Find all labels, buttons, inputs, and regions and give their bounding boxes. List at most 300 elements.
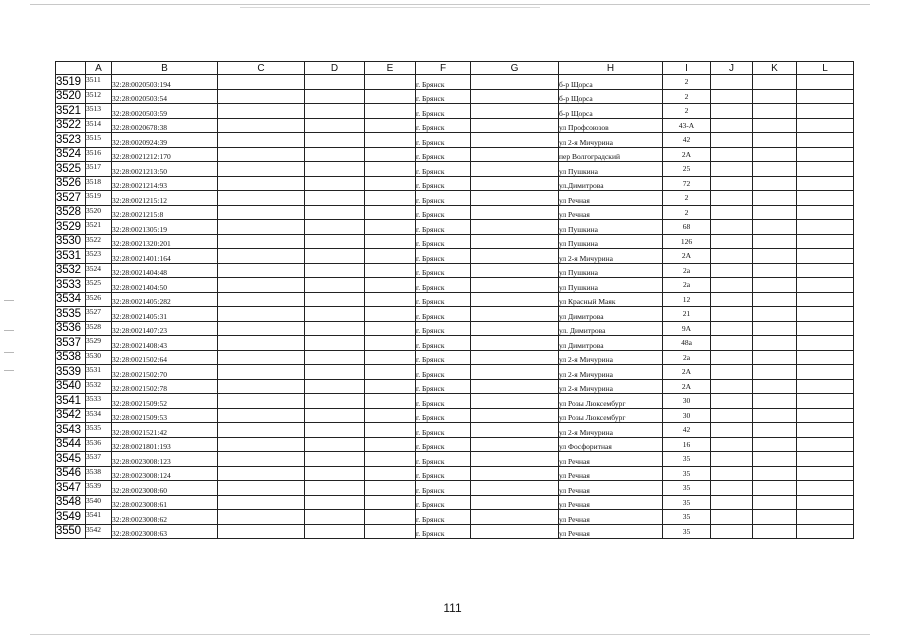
house-number-cell[interactable]: 2 bbox=[663, 205, 711, 220]
cell-c[interactable] bbox=[218, 408, 305, 423]
cell-d[interactable] bbox=[305, 220, 365, 235]
cell-d[interactable] bbox=[305, 321, 365, 336]
cell-g[interactable] bbox=[471, 263, 559, 278]
cell-l[interactable] bbox=[797, 394, 854, 409]
house-number-cell[interactable]: 43-А bbox=[663, 118, 711, 133]
city-cell[interactable]: г. Брянск bbox=[416, 249, 471, 264]
cell-e[interactable] bbox=[365, 510, 416, 525]
street-cell[interactable]: ул Красный Маяк bbox=[559, 292, 663, 307]
row-number[interactable]: 3550 bbox=[56, 524, 86, 539]
cadastral-number-cell[interactable]: 32:28:0021404:50 bbox=[112, 278, 218, 293]
cell-a[interactable]: 3527 bbox=[86, 307, 112, 322]
cell-d[interactable] bbox=[305, 437, 365, 452]
house-number-cell[interactable]: 68 bbox=[663, 220, 711, 235]
street-cell[interactable]: ул Профсоюзов bbox=[559, 118, 663, 133]
cadastral-number-cell[interactable]: 32:28:0021401:164 bbox=[112, 249, 218, 264]
cell-c[interactable] bbox=[218, 205, 305, 220]
cadastral-number-cell[interactable]: 32:28:0021502:78 bbox=[112, 379, 218, 394]
row-number[interactable]: 3520 bbox=[56, 89, 86, 104]
cell-g[interactable] bbox=[471, 205, 559, 220]
city-cell[interactable]: г. Брянск bbox=[416, 307, 471, 322]
house-number-cell[interactable]: 48а bbox=[663, 336, 711, 351]
cell-k[interactable] bbox=[753, 133, 797, 148]
cell-l[interactable] bbox=[797, 191, 854, 206]
cadastral-number-cell[interactable]: 32:28:0021509:52 bbox=[112, 394, 218, 409]
row-number[interactable]: 3538 bbox=[56, 350, 86, 365]
row-number[interactable]: 3548 bbox=[56, 495, 86, 510]
cell-c[interactable] bbox=[218, 524, 305, 539]
cell-e[interactable] bbox=[365, 350, 416, 365]
cell-l[interactable] bbox=[797, 307, 854, 322]
cadastral-number-cell[interactable]: 32:28:0020503:194 bbox=[112, 75, 218, 90]
street-cell[interactable]: ул Речная bbox=[559, 452, 663, 467]
street-cell[interactable]: ул Димитрова bbox=[559, 307, 663, 322]
cell-a[interactable]: 3522 bbox=[86, 234, 112, 249]
cell-d[interactable] bbox=[305, 292, 365, 307]
cell-e[interactable] bbox=[365, 118, 416, 133]
cell-e[interactable] bbox=[365, 379, 416, 394]
column-header[interactable]: D bbox=[305, 62, 365, 75]
cell-g[interactable] bbox=[471, 336, 559, 351]
cell-e[interactable] bbox=[365, 162, 416, 177]
row-number[interactable]: 3537 bbox=[56, 336, 86, 351]
house-number-cell[interactable]: 72 bbox=[663, 176, 711, 191]
row-number[interactable]: 3525 bbox=[56, 162, 86, 177]
cell-e[interactable] bbox=[365, 104, 416, 119]
column-header[interactable]: J bbox=[711, 62, 753, 75]
cell-l[interactable] bbox=[797, 278, 854, 293]
house-number-cell[interactable]: 2 bbox=[663, 104, 711, 119]
cadastral-number-cell[interactable]: 32:28:0021405:282 bbox=[112, 292, 218, 307]
street-cell[interactable]: ул. Димитрова bbox=[559, 321, 663, 336]
house-number-cell[interactable]: 35 bbox=[663, 466, 711, 481]
cell-d[interactable] bbox=[305, 249, 365, 264]
cell-a[interactable]: 3528 bbox=[86, 321, 112, 336]
cell-k[interactable] bbox=[753, 176, 797, 191]
cell-e[interactable] bbox=[365, 321, 416, 336]
street-cell[interactable]: б-р Щорса bbox=[559, 75, 663, 90]
city-cell[interactable]: г. Брянск bbox=[416, 452, 471, 467]
cell-c[interactable] bbox=[218, 191, 305, 206]
cell-j[interactable] bbox=[711, 133, 753, 148]
cadastral-number-cell[interactable]: 32:28:0023008:62 bbox=[112, 510, 218, 525]
city-cell[interactable]: г. Брянск bbox=[416, 75, 471, 90]
cell-d[interactable] bbox=[305, 336, 365, 351]
cadastral-number-cell[interactable]: 32:28:0021509:53 bbox=[112, 408, 218, 423]
cell-c[interactable] bbox=[218, 278, 305, 293]
cell-e[interactable] bbox=[365, 234, 416, 249]
row-number[interactable]: 3522 bbox=[56, 118, 86, 133]
cadastral-number-cell[interactable]: 32:28:0021502:70 bbox=[112, 365, 218, 380]
cell-g[interactable] bbox=[471, 278, 559, 293]
street-cell[interactable]: ул Речная bbox=[559, 495, 663, 510]
row-number[interactable]: 3533 bbox=[56, 278, 86, 293]
cell-d[interactable] bbox=[305, 495, 365, 510]
cell-a[interactable]: 3518 bbox=[86, 176, 112, 191]
cell-j[interactable] bbox=[711, 220, 753, 235]
cell-j[interactable] bbox=[711, 75, 753, 90]
column-header[interactable]: K bbox=[753, 62, 797, 75]
cell-a[interactable]: 3511 bbox=[86, 75, 112, 90]
cell-l[interactable] bbox=[797, 510, 854, 525]
city-cell[interactable]: г. Брянск bbox=[416, 220, 471, 235]
cell-a[interactable]: 3521 bbox=[86, 220, 112, 235]
cell-j[interactable] bbox=[711, 423, 753, 438]
house-number-cell[interactable]: 2А bbox=[663, 249, 711, 264]
row-number[interactable]: 3529 bbox=[56, 220, 86, 235]
city-cell[interactable]: г. Брянск bbox=[416, 466, 471, 481]
cell-g[interactable] bbox=[471, 350, 559, 365]
cell-j[interactable] bbox=[711, 350, 753, 365]
cell-k[interactable] bbox=[753, 452, 797, 467]
cell-e[interactable] bbox=[365, 408, 416, 423]
cell-d[interactable] bbox=[305, 234, 365, 249]
cell-k[interactable] bbox=[753, 263, 797, 278]
cell-e[interactable] bbox=[365, 394, 416, 409]
cell-c[interactable] bbox=[218, 437, 305, 452]
cell-k[interactable] bbox=[753, 336, 797, 351]
cell-a[interactable]: 3533 bbox=[86, 394, 112, 409]
cell-c[interactable] bbox=[218, 133, 305, 148]
cadastral-number-cell[interactable]: 32:28:0021521:42 bbox=[112, 423, 218, 438]
cell-a[interactable]: 3526 bbox=[86, 292, 112, 307]
street-cell[interactable]: ул 2-я Мичурина bbox=[559, 365, 663, 380]
cell-j[interactable] bbox=[711, 336, 753, 351]
row-number[interactable]: 3536 bbox=[56, 321, 86, 336]
house-number-cell[interactable]: 2а bbox=[663, 278, 711, 293]
cell-k[interactable] bbox=[753, 104, 797, 119]
row-number[interactable]: 3527 bbox=[56, 191, 86, 206]
column-header[interactable]: E bbox=[365, 62, 416, 75]
cell-l[interactable] bbox=[797, 104, 854, 119]
cadastral-number-cell[interactable]: 32:28:0021408:43 bbox=[112, 336, 218, 351]
street-cell[interactable]: ул Пушкина bbox=[559, 263, 663, 278]
cell-c[interactable] bbox=[218, 423, 305, 438]
cell-k[interactable] bbox=[753, 205, 797, 220]
cell-k[interactable] bbox=[753, 379, 797, 394]
cell-j[interactable] bbox=[711, 292, 753, 307]
street-cell[interactable]: ул Пушкина bbox=[559, 162, 663, 177]
cell-c[interactable] bbox=[218, 118, 305, 133]
city-cell[interactable]: г. Брянск bbox=[416, 263, 471, 278]
city-cell[interactable]: г. Брянск bbox=[416, 162, 471, 177]
cell-c[interactable] bbox=[218, 452, 305, 467]
cell-a[interactable]: 3523 bbox=[86, 249, 112, 264]
cell-d[interactable] bbox=[305, 408, 365, 423]
cadastral-number-cell[interactable]: 32:28:0021305:19 bbox=[112, 220, 218, 235]
cell-j[interactable] bbox=[711, 321, 753, 336]
cell-j[interactable] bbox=[711, 191, 753, 206]
cell-d[interactable] bbox=[305, 394, 365, 409]
cell-d[interactable] bbox=[305, 133, 365, 148]
city-cell[interactable]: г. Брянск bbox=[416, 234, 471, 249]
cell-j[interactable] bbox=[711, 205, 753, 220]
cell-a[interactable]: 3529 bbox=[86, 336, 112, 351]
cadastral-number-cell[interactable]: 32:28:0021214:93 bbox=[112, 176, 218, 191]
cell-d[interactable] bbox=[305, 176, 365, 191]
cell-l[interactable] bbox=[797, 481, 854, 496]
street-cell[interactable]: ул 2-я Мичурина bbox=[559, 423, 663, 438]
cell-e[interactable] bbox=[365, 495, 416, 510]
cell-j[interactable] bbox=[711, 147, 753, 162]
cell-j[interactable] bbox=[711, 104, 753, 119]
cell-l[interactable] bbox=[797, 176, 854, 191]
cell-g[interactable] bbox=[471, 379, 559, 394]
cell-j[interactable] bbox=[711, 263, 753, 278]
cell-c[interactable] bbox=[218, 75, 305, 90]
row-number[interactable]: 3539 bbox=[56, 365, 86, 380]
cell-a[interactable]: 3538 bbox=[86, 466, 112, 481]
row-number[interactable]: 3526 bbox=[56, 176, 86, 191]
cell-k[interactable] bbox=[753, 292, 797, 307]
cell-a[interactable]: 3531 bbox=[86, 365, 112, 380]
cell-e[interactable] bbox=[365, 307, 416, 322]
street-cell[interactable]: ул 2-я Мичурина bbox=[559, 350, 663, 365]
house-number-cell[interactable]: 2а bbox=[663, 350, 711, 365]
cell-k[interactable] bbox=[753, 321, 797, 336]
cell-c[interactable] bbox=[218, 394, 305, 409]
cell-l[interactable] bbox=[797, 249, 854, 264]
cell-a[interactable]: 3541 bbox=[86, 510, 112, 525]
cadastral-number-cell[interactable]: 32:28:0023008:63 bbox=[112, 524, 218, 539]
cell-g[interactable] bbox=[471, 249, 559, 264]
cell-k[interactable] bbox=[753, 75, 797, 90]
house-number-cell[interactable]: 2А bbox=[663, 365, 711, 380]
cell-c[interactable] bbox=[218, 379, 305, 394]
city-cell[interactable]: г. Брянск bbox=[416, 510, 471, 525]
cell-j[interactable] bbox=[711, 162, 753, 177]
cadastral-number-cell[interactable]: 32:28:0023008:124 bbox=[112, 466, 218, 481]
city-cell[interactable]: г. Брянск bbox=[416, 321, 471, 336]
cell-l[interactable] bbox=[797, 350, 854, 365]
row-number[interactable]: 3519 bbox=[56, 75, 86, 90]
city-cell[interactable]: г. Брянск bbox=[416, 336, 471, 351]
cell-g[interactable] bbox=[471, 452, 559, 467]
cell-d[interactable] bbox=[305, 191, 365, 206]
row-number[interactable]: 3530 bbox=[56, 234, 86, 249]
cell-a[interactable]: 3517 bbox=[86, 162, 112, 177]
cell-a[interactable]: 3534 bbox=[86, 408, 112, 423]
house-number-cell[interactable]: 35 bbox=[663, 510, 711, 525]
cell-j[interactable] bbox=[711, 437, 753, 452]
city-cell[interactable]: г. Брянск bbox=[416, 89, 471, 104]
cell-l[interactable] bbox=[797, 495, 854, 510]
cell-j[interactable] bbox=[711, 278, 753, 293]
cadastral-number-cell[interactable]: 32:28:0023008:60 bbox=[112, 481, 218, 496]
street-cell[interactable]: ул Димитрова bbox=[559, 336, 663, 351]
cell-k[interactable] bbox=[753, 365, 797, 380]
cell-j[interactable] bbox=[711, 365, 753, 380]
house-number-cell[interactable]: 25 bbox=[663, 162, 711, 177]
cell-j[interactable] bbox=[711, 524, 753, 539]
cell-a[interactable]: 3524 bbox=[86, 263, 112, 278]
cadastral-number-cell[interactable]: 32:28:0023008:61 bbox=[112, 495, 218, 510]
city-cell[interactable]: г. Брянск bbox=[416, 481, 471, 496]
cell-a[interactable]: 3525 bbox=[86, 278, 112, 293]
house-number-cell[interactable]: 35 bbox=[663, 481, 711, 496]
city-cell[interactable]: г. Брянск bbox=[416, 176, 471, 191]
street-cell[interactable]: ул.Димитрова bbox=[559, 176, 663, 191]
house-number-cell[interactable]: 126 bbox=[663, 234, 711, 249]
column-header[interactable]: A bbox=[86, 62, 112, 75]
house-number-cell[interactable]: 2а bbox=[663, 263, 711, 278]
cell-e[interactable] bbox=[365, 336, 416, 351]
cell-g[interactable] bbox=[471, 162, 559, 177]
cell-l[interactable] bbox=[797, 89, 854, 104]
row-number[interactable]: 3543 bbox=[56, 423, 86, 438]
cell-c[interactable] bbox=[218, 162, 305, 177]
street-cell[interactable]: ул Речная bbox=[559, 191, 663, 206]
column-header[interactable]: G bbox=[471, 62, 559, 75]
cell-c[interactable] bbox=[218, 176, 305, 191]
cell-e[interactable] bbox=[365, 524, 416, 539]
row-number[interactable]: 3523 bbox=[56, 133, 86, 148]
cell-e[interactable] bbox=[365, 133, 416, 148]
cell-c[interactable] bbox=[218, 292, 305, 307]
cell-e[interactable] bbox=[365, 89, 416, 104]
cell-a[interactable]: 3540 bbox=[86, 495, 112, 510]
cell-a[interactable]: 3512 bbox=[86, 89, 112, 104]
house-number-cell[interactable]: 21 bbox=[663, 307, 711, 322]
cell-g[interactable] bbox=[471, 118, 559, 133]
cell-j[interactable] bbox=[711, 495, 753, 510]
cell-d[interactable] bbox=[305, 278, 365, 293]
cell-k[interactable] bbox=[753, 234, 797, 249]
city-cell[interactable]: г. Брянск bbox=[416, 292, 471, 307]
cell-l[interactable] bbox=[797, 524, 854, 539]
row-number[interactable]: 3534 bbox=[56, 292, 86, 307]
cell-k[interactable] bbox=[753, 481, 797, 496]
cell-c[interactable] bbox=[218, 220, 305, 235]
cadastral-number-cell[interactable]: 32:28:0021502:64 bbox=[112, 350, 218, 365]
cell-c[interactable] bbox=[218, 336, 305, 351]
house-number-cell[interactable]: 2А bbox=[663, 147, 711, 162]
city-cell[interactable]: г. Брянск bbox=[416, 437, 471, 452]
city-cell[interactable]: г. Брянск bbox=[416, 408, 471, 423]
cell-l[interactable] bbox=[797, 162, 854, 177]
cell-e[interactable] bbox=[365, 191, 416, 206]
cell-e[interactable] bbox=[365, 75, 416, 90]
cell-d[interactable] bbox=[305, 350, 365, 365]
column-header[interactable]: I bbox=[663, 62, 711, 75]
cell-k[interactable] bbox=[753, 510, 797, 525]
cell-g[interactable] bbox=[471, 147, 559, 162]
cell-g[interactable] bbox=[471, 292, 559, 307]
street-cell[interactable]: ул Речная bbox=[559, 481, 663, 496]
cell-c[interactable] bbox=[218, 104, 305, 119]
cell-d[interactable] bbox=[305, 481, 365, 496]
cell-a[interactable]: 3535 bbox=[86, 423, 112, 438]
cell-d[interactable] bbox=[305, 205, 365, 220]
city-cell[interactable]: г. Брянск bbox=[416, 524, 471, 539]
house-number-cell[interactable]: 35 bbox=[663, 524, 711, 539]
street-cell[interactable]: ул 2-я Мичурина bbox=[559, 249, 663, 264]
cell-k[interactable] bbox=[753, 220, 797, 235]
city-cell[interactable]: г. Брянск bbox=[416, 394, 471, 409]
cell-g[interactable] bbox=[471, 524, 559, 539]
cell-l[interactable] bbox=[797, 452, 854, 467]
cell-e[interactable] bbox=[365, 452, 416, 467]
cell-l[interactable] bbox=[797, 292, 854, 307]
cell-d[interactable] bbox=[305, 379, 365, 394]
cell-d[interactable] bbox=[305, 263, 365, 278]
cell-l[interactable] bbox=[797, 321, 854, 336]
cadastral-number-cell[interactable]: 32:28:0020503:59 bbox=[112, 104, 218, 119]
city-cell[interactable]: г. Брянск bbox=[416, 423, 471, 438]
house-number-cell[interactable]: 16 bbox=[663, 437, 711, 452]
house-number-cell[interactable]: 35 bbox=[663, 452, 711, 467]
cell-g[interactable] bbox=[471, 394, 559, 409]
cell-c[interactable] bbox=[218, 307, 305, 322]
cell-c[interactable] bbox=[218, 321, 305, 336]
house-number-cell[interactable]: 30 bbox=[663, 408, 711, 423]
city-cell[interactable]: г. Брянск bbox=[416, 133, 471, 148]
cell-a[interactable]: 3519 bbox=[86, 191, 112, 206]
house-number-cell[interactable]: 2А bbox=[663, 379, 711, 394]
cell-a[interactable]: 3532 bbox=[86, 379, 112, 394]
cadastral-number-cell[interactable]: 32:28:0021801:193 bbox=[112, 437, 218, 452]
cell-g[interactable] bbox=[471, 220, 559, 235]
row-number[interactable]: 3532 bbox=[56, 263, 86, 278]
cell-k[interactable] bbox=[753, 278, 797, 293]
cell-g[interactable] bbox=[471, 75, 559, 90]
house-number-cell[interactable]: 9А bbox=[663, 321, 711, 336]
cadastral-number-cell[interactable]: 32:28:0021320:201 bbox=[112, 234, 218, 249]
cell-d[interactable] bbox=[305, 365, 365, 380]
house-number-cell[interactable]: 12 bbox=[663, 292, 711, 307]
cell-c[interactable] bbox=[218, 147, 305, 162]
row-number[interactable]: 3549 bbox=[56, 510, 86, 525]
cell-a[interactable]: 3520 bbox=[86, 205, 112, 220]
cell-j[interactable] bbox=[711, 510, 753, 525]
cell-g[interactable] bbox=[471, 423, 559, 438]
street-cell[interactable]: ул Пушкина bbox=[559, 220, 663, 235]
cell-k[interactable] bbox=[753, 495, 797, 510]
cell-l[interactable] bbox=[797, 205, 854, 220]
street-cell[interactable]: ул 2-я Мичурина bbox=[559, 133, 663, 148]
cell-e[interactable] bbox=[365, 278, 416, 293]
cell-c[interactable] bbox=[218, 495, 305, 510]
city-cell[interactable]: г. Брянск bbox=[416, 191, 471, 206]
street-cell[interactable]: ул Речная bbox=[559, 524, 663, 539]
cell-g[interactable] bbox=[471, 307, 559, 322]
cell-l[interactable] bbox=[797, 234, 854, 249]
cell-e[interactable] bbox=[365, 365, 416, 380]
cell-l[interactable] bbox=[797, 379, 854, 394]
cell-c[interactable] bbox=[218, 481, 305, 496]
cell-j[interactable] bbox=[711, 118, 753, 133]
house-number-cell[interactable]: 2 bbox=[663, 191, 711, 206]
cell-k[interactable] bbox=[753, 408, 797, 423]
cell-e[interactable] bbox=[365, 176, 416, 191]
house-number-cell[interactable]: 2 bbox=[663, 75, 711, 90]
cell-d[interactable] bbox=[305, 75, 365, 90]
street-cell[interactable]: ул 2-я Мичурина bbox=[559, 379, 663, 394]
cadastral-number-cell[interactable]: 32:28:0021407:23 bbox=[112, 321, 218, 336]
cell-j[interactable] bbox=[711, 249, 753, 264]
cell-k[interactable] bbox=[753, 307, 797, 322]
cell-e[interactable] bbox=[365, 147, 416, 162]
city-cell[interactable]: г. Брянск bbox=[416, 350, 471, 365]
cell-e[interactable] bbox=[365, 481, 416, 496]
cell-l[interactable] bbox=[797, 75, 854, 90]
row-number[interactable]: 3521 bbox=[56, 104, 86, 119]
cell-d[interactable] bbox=[305, 162, 365, 177]
cell-g[interactable] bbox=[471, 408, 559, 423]
cell-k[interactable] bbox=[753, 89, 797, 104]
street-cell[interactable]: ул Фосфоритная bbox=[559, 437, 663, 452]
cell-g[interactable] bbox=[471, 234, 559, 249]
